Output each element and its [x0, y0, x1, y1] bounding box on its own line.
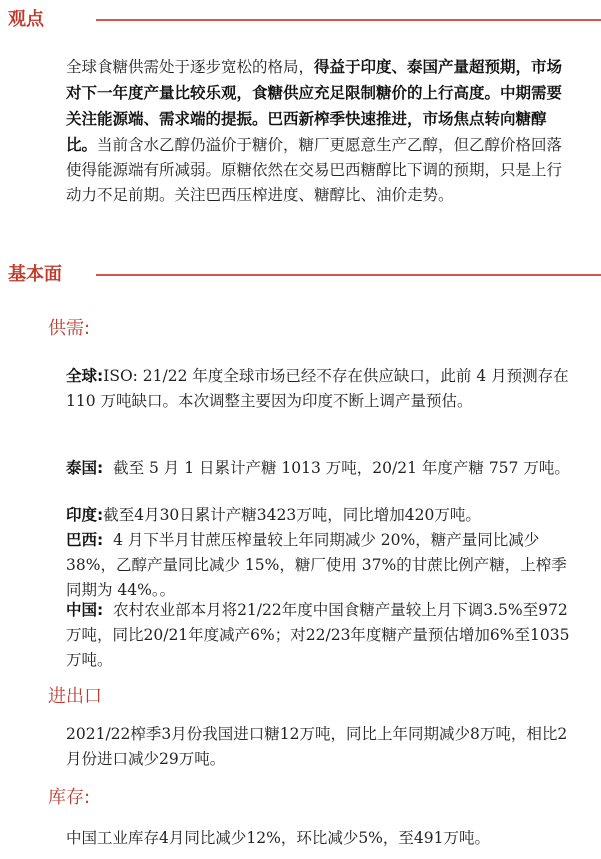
viewpoint-paragraph	[66, 54, 574, 208]
section-title-fundamentals: 基本面	[8, 264, 62, 285]
section-divider	[96, 19, 601, 21]
india-paragraph	[66, 503, 578, 528]
india-text: 截至4月30日累计产糖3423万吨，同比增加420万吨。	[103, 506, 481, 524]
subsection-title-import-export: 进出口	[48, 686, 102, 707]
viewpoint-text-plain-1: 全球食糖供需处于逐步宽松的格局，	[66, 58, 315, 76]
thailand-text: 截至 5 月 1 日累计产糖 1013 万吨，20/21 年度产糖 757 万吨。	[113, 459, 570, 477]
import-export-paragraph: 2021/22榨季3月份我国进口糖12万吨，同比上年同期减少8万吨，相比2月份进口减少29万吨。	[66, 725, 568, 768]
inventory-paragraph: 中国工业库存4月同比减少12%，环比减少5%，至491万吨。	[66, 829, 490, 847]
viewpoint-text-plain-2: 当前含水乙醇仍溢价于糖价，糖厂更愿意生产乙醇，但乙醇价格回落使得能源端有所减弱。原糖依然在交易巴西糖醇比下调的预期，只是上行动力不足前期。关注巴西压榨进度、糖醇比、油价走势。	[66, 136, 563, 204]
global-paragraph	[66, 364, 578, 414]
china-text: 农村农业部本月将21/22年度中国食糖产量较上月下调3.5%至972万吨，同比20/21年度减产6%；对22/23年度糖产量预估增加6%至1035万吨。	[66, 601, 570, 669]
brazil-paragraph	[66, 528, 578, 603]
viewpoint-text-bold: 得益于印度、泰国产量超预期，市场对下一年度产量比较乐观，食糖供应充足限制糖价的上行高度。中期需要关注能源端、需求端的提振。巴西新榨季快速推进，市场焦点转向糖醇比。	[66, 57, 563, 154]
brazil-label: 巴西:	[66, 531, 104, 549]
thailand-paragraph	[66, 456, 578, 481]
global-label: 全球:	[66, 367, 104, 385]
china-label: 中国:	[66, 601, 104, 619]
section-title-viewpoint: 观点	[8, 9, 44, 30]
subsection-title-inventory: 库存:	[48, 787, 91, 808]
china-paragraph	[66, 598, 578, 673]
section-divider	[96, 274, 601, 276]
thailand-label: 泰国:	[66, 459, 104, 477]
subsection-title-supply-demand: 供需:	[48, 318, 91, 339]
brazil-text: 4 月下半月甘蔗压榨量较上年同期减少 20%，糖产量同比减少 38%，乙醇产量同比减少 15%，糖厂使用 37%的甘蔗比例产糖，上榨季同期为 44%。。	[66, 531, 567, 599]
global-text: ISO: 21/22 年度全球市场已经不存在供应缺口，此前 4 月预测存在 110 万吨缺口。本次调整主要因为印度不断上调产量预估。	[66, 367, 569, 410]
india-label: 印度:	[66, 506, 104, 524]
